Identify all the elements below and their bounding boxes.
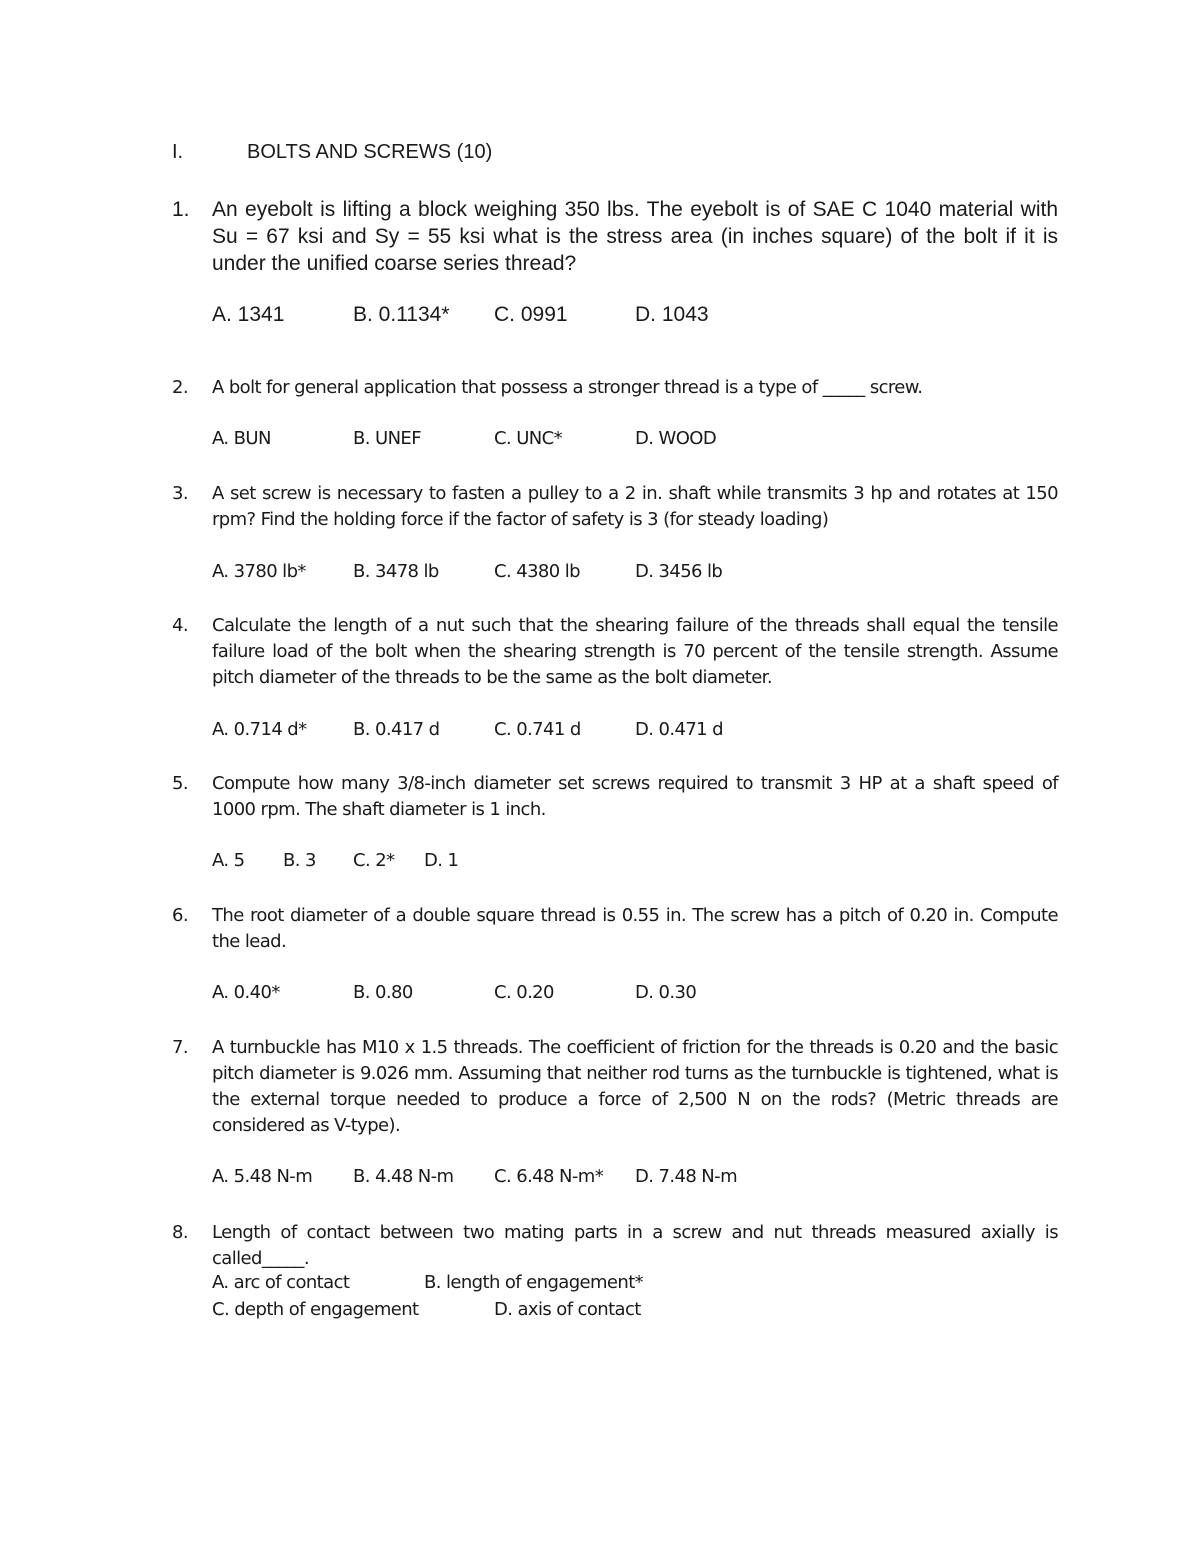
option-a: A. 5.48 N-m: [212, 1166, 313, 1187]
option-d: D. 0.30: [635, 982, 697, 1003]
question-7: [172, 1035, 1058, 1139]
option-d: D. 0.471 d: [635, 719, 723, 740]
option-a: A. arc of contact: [212, 1272, 350, 1293]
option-c: C. 0991: [494, 303, 568, 326]
question-number: 6.: [172, 905, 188, 926]
question-5: [172, 771, 1058, 823]
option-c: C. 6.48 N-m*: [494, 1166, 604, 1187]
question-number: 3.: [172, 483, 188, 504]
option-b: B. UNEF: [353, 428, 421, 449]
question-text: An eyebolt is lifting a block weighing 350 lbs. The eyebolt is of SAE C 1040 material with Su = 67 ksi and Sy = 55 ksi what is the stress area (in inches square) of the bolt if it is under the unified coarse series thread?: [212, 198, 1058, 275]
question-2: [172, 375, 1058, 401]
option-a: A. 1341: [212, 303, 285, 326]
option-d: D. 1: [424, 850, 459, 871]
option-b: B. 3: [283, 850, 316, 871]
option-b: B. 0.80: [353, 982, 413, 1003]
option-c: C. 4380 lb: [494, 561, 580, 582]
question-text: Length of contact between two mating parts in a screw and nut threads measured axially is called_____.: [212, 1222, 1058, 1269]
option-c: C. 0.741 d: [494, 719, 581, 740]
option-c: C. depth of engagement: [212, 1299, 419, 1320]
section-number: I.: [172, 141, 184, 163]
option-a: A. 5: [212, 850, 245, 871]
question-4: [172, 613, 1058, 691]
question-text: A turnbuckle has M10 x 1.5 threads. The coefficient of friction for the threads is 0.20 and the basic pitch diameter is 9.026 mm. Assuming that neither rod turns as the turnbuckle is tightened, what is the external torque needed to produce a force of 2,500 N on the rods? (Metric threads are considered as V-type).: [212, 1037, 1058, 1136]
question-3: [172, 481, 1058, 533]
option-c: C. 2*: [353, 850, 395, 871]
question-text: A set screw is necessary to fasten a pulley to a 2 in. shaft while transmits 3 hp and rotates at 150 rpm? Find the holding force if the factor of safety is 3 (for steady loading): [212, 483, 1058, 530]
option-c: C. UNC*: [494, 428, 563, 449]
question-text: Compute how many 3/8-inch diameter set screws required to transmit 3 HP at a shaft speed of 1000 rpm. The shaft diameter is 1 inch.: [212, 773, 1058, 820]
question-number: 5.: [172, 773, 188, 794]
option-b: B. 3478 lb: [353, 561, 439, 582]
option-a: A. 0.714 d*: [212, 719, 307, 740]
option-d: D. WOOD: [635, 428, 717, 449]
question-text: The root diameter of a double square thread is 0.55 in. The screw has a pitch of 0.20 in. Compute the lead.: [212, 905, 1058, 952]
option-d: D. axis of contact: [494, 1299, 641, 1320]
option-b: B. 4.48 N-m: [353, 1166, 454, 1187]
option-d: D. 1043: [635, 303, 709, 326]
question-6: [172, 903, 1058, 955]
question-8: [172, 1220, 1058, 1272]
option-b: B. 0.417 d: [353, 719, 440, 740]
option-b: B. length of engagement*: [424, 1272, 644, 1293]
question-1: [172, 196, 1058, 277]
option-d: D. 7.48 N-m: [635, 1166, 737, 1187]
option-b: B. 0.1134*: [353, 303, 450, 326]
option-a: A. BUN: [212, 428, 271, 449]
option-a: A. 0.40*: [212, 982, 280, 1003]
option-a: A. 3780 lb*: [212, 561, 306, 582]
question-text: Calculate the length of a nut such that the shearing failure of the threads shall equal the tensile failure load of the bolt when the shearing strength is 70 percent of the tensile strength. Assume pitch diameter of the threads to be the same as the bolt diameter.: [212, 615, 1058, 688]
question-number: 2.: [172, 377, 188, 398]
question-number: 8.: [172, 1222, 188, 1243]
question-number: 7.: [172, 1037, 188, 1058]
option-c: C. 0.20: [494, 982, 554, 1003]
option-d: D. 3456 lb: [635, 561, 723, 582]
question-number: 1.: [172, 198, 190, 221]
question-text: A bolt for general application that possess a stronger thread is a type of _____ screw.: [212, 377, 923, 398]
question-number: 4.: [172, 615, 188, 636]
section-title: BOLTS AND SCREWS (10): [247, 141, 493, 163]
